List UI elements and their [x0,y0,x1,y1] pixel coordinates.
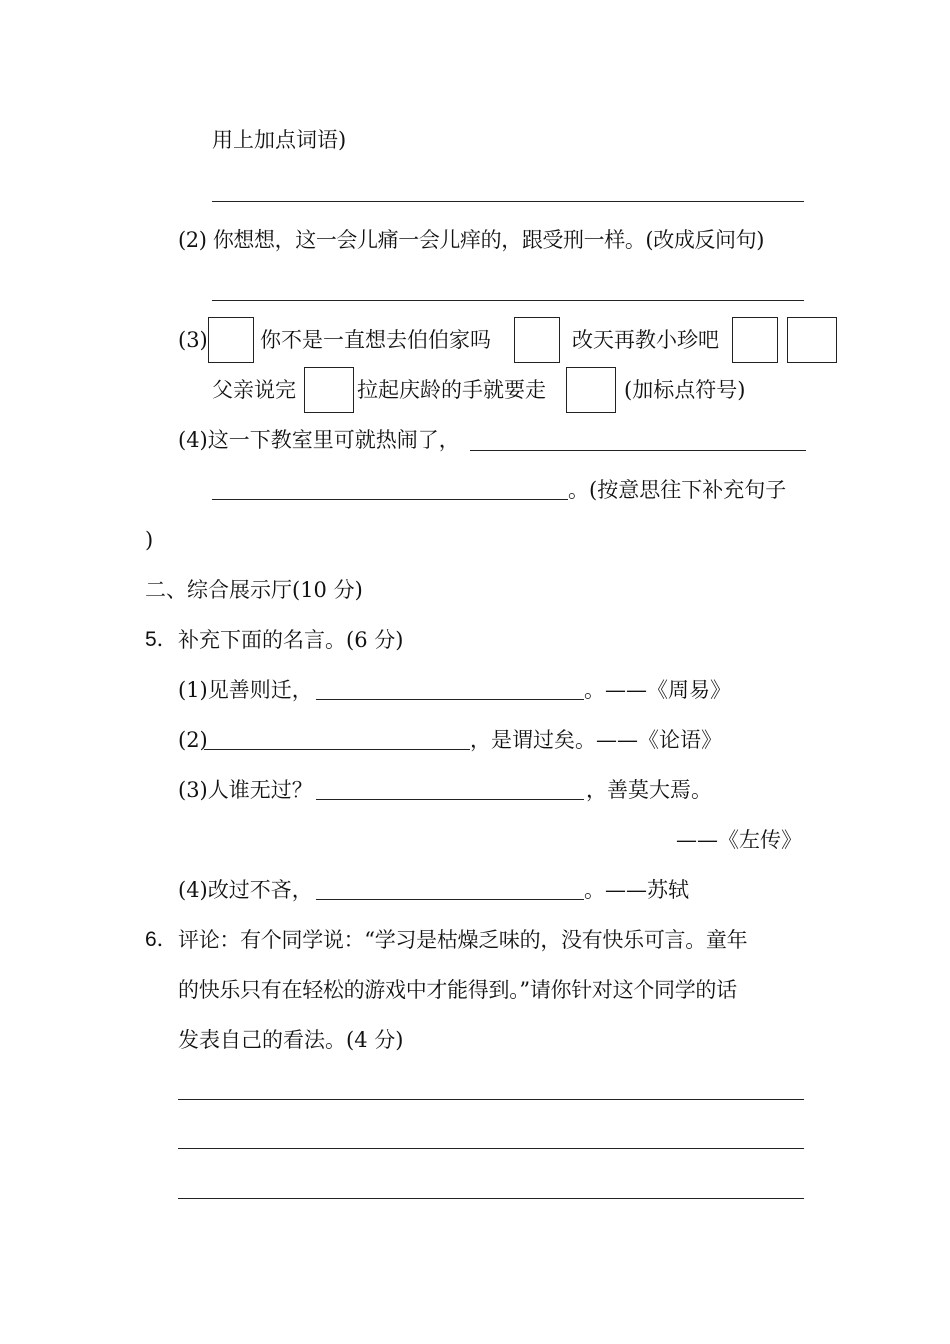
q4-item4-answer-line-1[interactable] [470,450,806,451]
q5-item1-end: 。——《周易》 [584,678,731,702]
q5-item4-end: 。——苏轼 [584,878,689,902]
q5-prompt: 补充下面的名言。(6 分) [178,628,404,652]
q4-item1-answer-line[interactable] [212,201,804,202]
q4-item1-continuation: 用上加点词语) [212,128,347,152]
q5-item2-answer-line[interactable] [204,749,470,750]
q5-item3-end: ，善莫大焉。 [586,778,712,802]
q5-item3-source: ——《左传》 [676,828,802,852]
q6-text-line-3: 发表自己的看法。(4 分) [178,1028,404,1052]
q5-item3-start: (3)人谁无过？ [178,778,313,802]
q4-item3-instruction: (加标点符号) [624,378,746,402]
q6-text-line-1: 评论：有个同学说：“学习是枯燥乏味的，没有快乐可言。童年 [178,928,748,952]
q5-item3-answer-line[interactable] [316,799,584,800]
q5-item1-start: (1)见善则迁， [178,678,313,702]
q5-item1-answer-line[interactable] [316,699,584,700]
q6-text-line-2: 的快乐只有在轻松的游戏中才能得到。”请你针对这个同学的话 [178,978,737,1002]
q6-answer-line-1[interactable] [178,1099,804,1100]
section-2-title: 二、综合展示厅(10 分) [145,578,363,602]
punctuation-box-3[interactable] [732,317,778,363]
q6-answer-line-2[interactable] [178,1148,804,1149]
q5-item4-answer-line[interactable] [316,899,584,900]
q4-item2-answer-line[interactable] [212,300,804,301]
q4-item3-label: (3) [178,328,208,352]
punctuation-box-5[interactable] [304,367,354,413]
q5-item2-end: ，是谓过矣。——《论语》 [470,728,722,752]
punctuation-box-6[interactable] [566,367,616,413]
q4-item3-segment-2: 改天再教小珍吧 [572,328,719,352]
punctuation-box-2[interactable] [514,317,560,363]
q5-item2-start: (2) [178,728,208,752]
q4-item4-answer-line-2[interactable] [212,499,568,500]
q4-item4-end: 。(按意思往下补充句子 [568,478,787,502]
q4-item4-close: ) [145,528,154,552]
punctuation-box-4[interactable] [787,317,837,363]
q4-item4-start: (4)这一下教室里可就热闹了， [178,428,460,452]
q4-item3-segment-4: 拉起庆龄的手就要走 [357,378,546,402]
q5-number: 5． [145,628,178,651]
q4-item3-segment-1: 你不是一直想去伯伯家吗 [260,328,491,352]
q6-number: 6． [145,928,178,951]
q4-item3-segment-3: 父亲说完 [212,378,296,402]
q4-item2-text: (2) 你想想，这一会儿痛一会儿痒的，跟受刑一样。(改成反问句) [178,228,765,252]
q5-item4-start: (4)改过不吝， [178,878,313,902]
q6-answer-line-3[interactable] [178,1198,804,1199]
punctuation-box-1[interactable] [208,317,254,363]
